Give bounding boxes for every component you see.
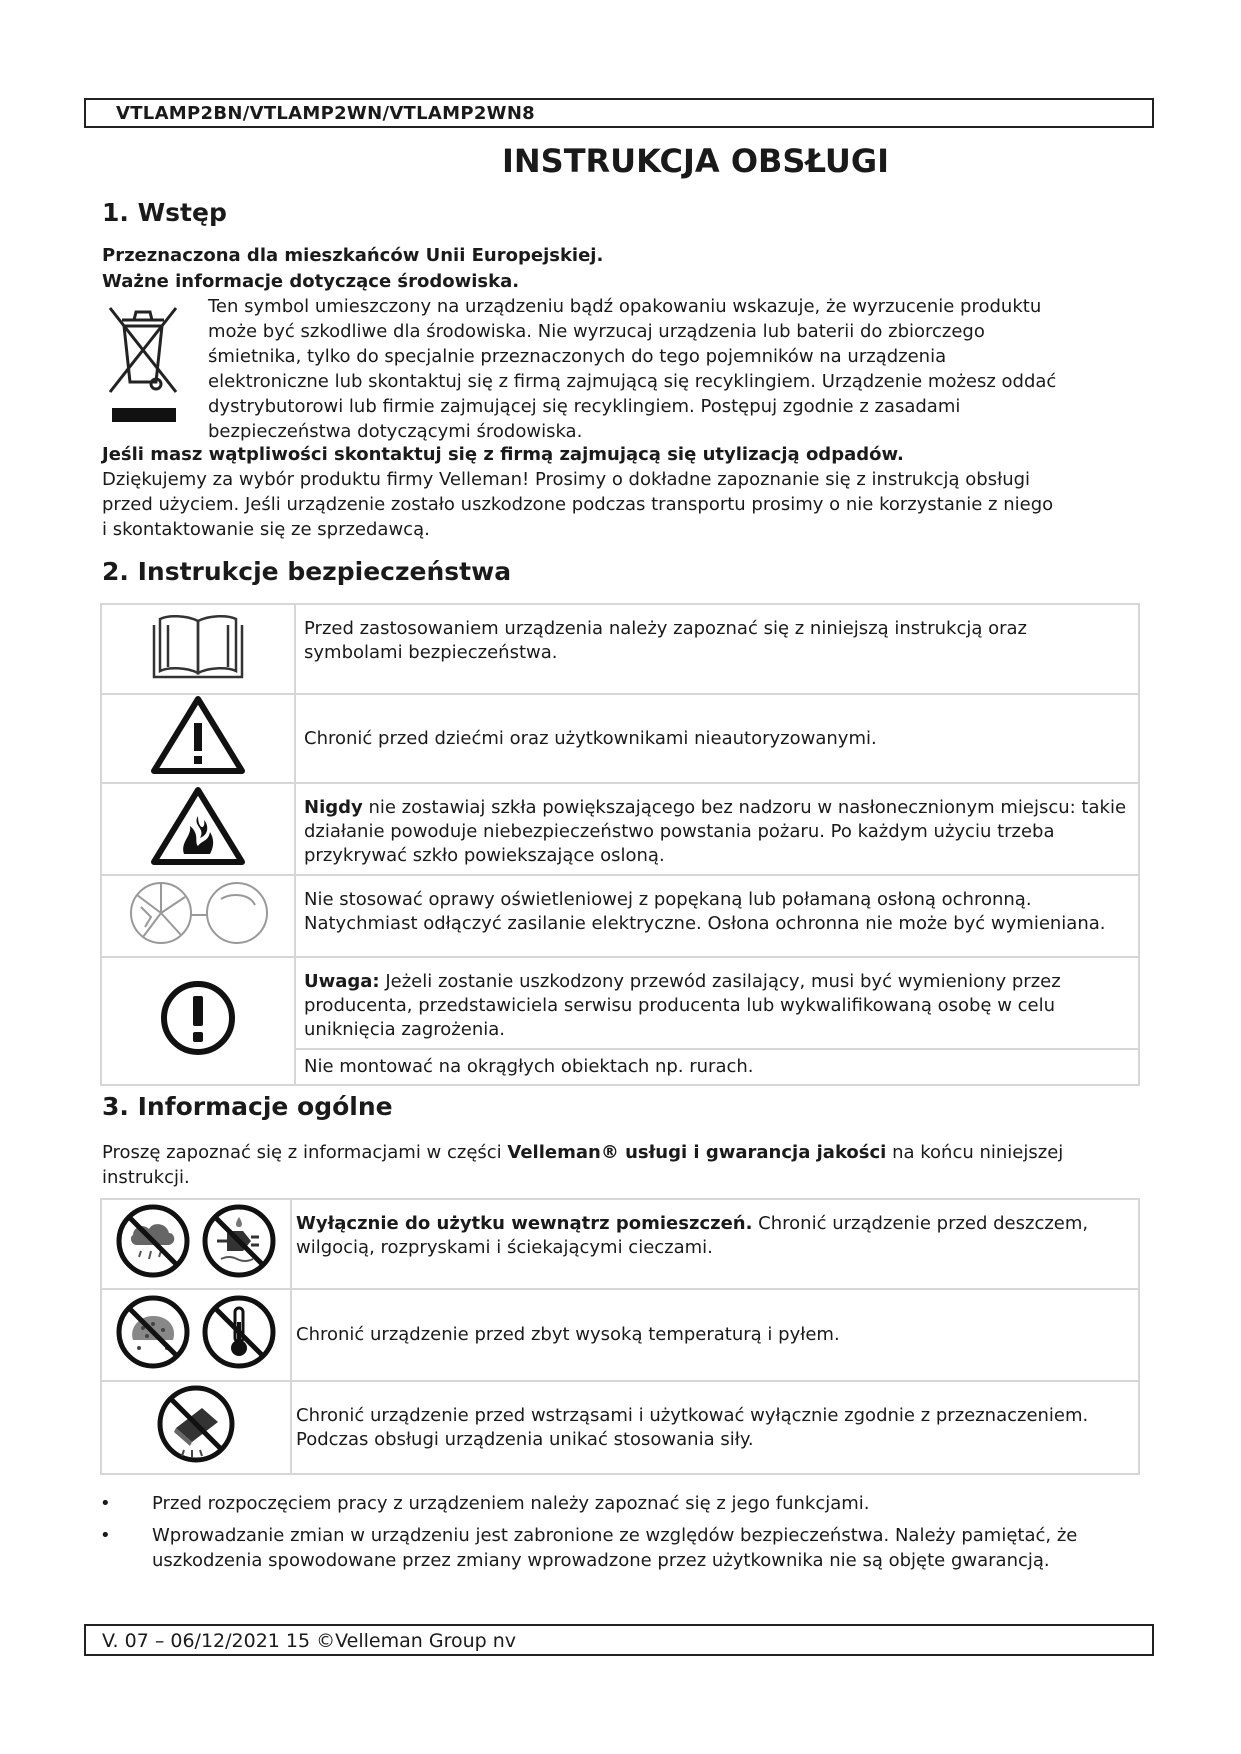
section-2-heading: 2. Instrukcje bezpieczeństwa [102, 557, 512, 586]
general-icon-cell [101, 1381, 291, 1474]
safety-row [101, 875, 1139, 957]
section-1-heading: 1. Wstęp [102, 198, 227, 227]
safety-table [100, 603, 1140, 1086]
general-text: Chronić urządzenie przed zbyt wysoką temperaturą i pyłem. [296, 1324, 840, 1345]
safety-bold: Nigdy [304, 797, 363, 818]
safety-text-cell [295, 957, 1139, 1049]
no-dust-icon [113, 1292, 193, 1372]
intro-text: Proszę zapoznać się z informacjami w części [102, 1142, 508, 1163]
warning-triangle-icon [150, 695, 246, 775]
env-text-line: Ten symbol umieszczony na urządzeniu bądź opakowaniu wskazuje, że wyrzucenie produktu [208, 296, 1042, 317]
page-footer [84, 1624, 1154, 1656]
safety-icon-cell [101, 783, 295, 875]
safety-bold: Uwaga: [304, 971, 380, 992]
bullet-symbol: • [100, 1525, 111, 1546]
safety-text: Chronić przed dziećmi oraz użytkownikami nieautoryzowanymi. [304, 727, 877, 749]
general-bold: Wyłącznie do użytku wewnątrz pomieszczeń. [296, 1213, 753, 1234]
general-icon-cell [101, 1199, 291, 1289]
general-row [101, 1199, 1139, 1289]
bullet-item: Przed rozpoczęciem pracy z urządzeniem należy zapoznać się z jego funkcjami. [152, 1493, 870, 1514]
safety-text: nie zostawiaj szkła powiększającego bez nadzoru w nasłonecznionym miejscu: takie działanie powoduje niebezpieczeństwo powstania pożaru. Po każdym użyciu trzeba przykrywać szkło powiekszające osloną. [304, 797, 1127, 866]
env-text-line: elektroniczne lub skontaktuj się z firmą zajmującą się recyklingiem. Urządzenie możesz oddać [208, 371, 1057, 392]
no-heat-icon [199, 1292, 279, 1372]
fire-hazard-icon [150, 786, 246, 866]
doubt-line: Jeśli masz wątpliwości skontaktuj się z firmą zajmującą się utylizacją odpadów. [102, 444, 904, 465]
footer-text: V. 07 – 06/12/2021 15 ©Velleman Group nv [102, 1630, 517, 1652]
bullet-item: Wprowadzanie zmian w urządzeniu jest zabronione ze względów bezpieczeństwa. Należy pamiętać, że uszkodzenia spowodowane przez zmiany wprowadzone przez użytkownika nie są objęte gwarancją. [152, 1525, 1078, 1571]
general-table [100, 1198, 1140, 1475]
safety-text: Nie stosować oprawy oświetleniowej z popękaną lub połamaną osłoną ochronną. Natychmiast odłączyć zasilanie elektryczne. Osłona ochronna nie może być wymieniana. [304, 889, 1106, 934]
page-title: INSTRUKCJA OBSŁUGI [501, 142, 890, 180]
general-row [101, 1381, 1139, 1474]
env-text-line: może być szkodliwe dla środowiska. Nie wyrzucaj urządzenia lub baterii do zbiorczego [208, 321, 985, 342]
safety-text: Jeżeli zostanie uszkodzony przewód zasilający, musi być wymieniony przez producenta, przedstawiciela serwisu producenta lub wykwalifikowaną osobę w celu uniknięcia zagrożenia. [304, 971, 1061, 1040]
env-text-line: dystrybutorowi lub firmie zajmującej się recyklingiem. Postępuj zgodnie z zasadami [208, 396, 961, 417]
manual-book-icon [150, 611, 246, 681]
intro-text: na końcu niniejszej instrukcji. [102, 1142, 1064, 1188]
safety-row [101, 957, 1139, 1049]
eu-line: Przeznaczona dla mieszkańców Unii Europejskiej. [102, 245, 604, 266]
general-text: Chronić urządzenie przed wstrząsami i użytkować wyłącznie zgodnie z przeznaczeniem. Podczas obsługi urządzenia unikać stosowania siły. [296, 1404, 1089, 1450]
safety-text-cell [295, 783, 1139, 875]
general-text-cell [291, 1381, 1139, 1474]
safety-row [101, 783, 1139, 875]
broken-cover-icon [123, 877, 273, 949]
section-3-heading: 3. Informacje ogólne [102, 1092, 393, 1121]
safety-text: Nie montować na okrągłych obiektach np. rurach. [304, 1056, 754, 1077]
general-text: Chronić urządzenie przed deszczem, wilgocią, rozpryskami i ściekającymi cieczami. [296, 1213, 1089, 1258]
model-numbers: VTLAMP2BN/VTLAMP2WN/VTLAMP2WN8 [116, 103, 536, 124]
weee-bin-icon [104, 300, 182, 428]
general-row [101, 1289, 1139, 1381]
safety-text: Przed zastosowaniem urządzenia należy zapoznać się z niniejszą instrukcją oraz symbolami bezpieczeństwa. [304, 618, 1028, 663]
no-shock-icon [154, 1382, 238, 1466]
safety-text-cell [295, 694, 1139, 783]
no-water-plug-icon [199, 1201, 279, 1281]
thanks-text [102, 467, 1053, 542]
intro-bold: Velleman® usługi i gwarancja jakości [507, 1142, 887, 1163]
bullet-symbol: • [100, 1493, 111, 1514]
safety-icon-cell [101, 694, 295, 783]
safety-text-cell [295, 875, 1139, 957]
general-text-cell [291, 1289, 1139, 1381]
safety-row [101, 694, 1139, 783]
no-rain-icon [113, 1201, 193, 1281]
thanks-line: przed użyciem. Jeśli urządzenie zostało uszkodzone podczas transportu prosimy o nie korzystanie z niego [102, 494, 1054, 515]
thanks-line: Dziękujemy za wybór produktu firmy Velleman! Prosimy o dokładne zapoznanie się z instrukcją obsługi [102, 469, 1031, 490]
attention-circle-icon [158, 978, 238, 1058]
page-header [84, 98, 1154, 128]
thanks-line: i skontaktowanie się ze sprzedawcą. [102, 519, 430, 540]
safety-icon-cell [101, 604, 295, 694]
env-line: Ważne informacje dotyczące środowiska. [102, 271, 520, 292]
env-text [208, 294, 1056, 444]
safety-text-cell [295, 604, 1139, 694]
general-text-cell [291, 1199, 1139, 1289]
general-icon-cell [101, 1289, 291, 1381]
general-intro [102, 1140, 1142, 1190]
safety-row [101, 604, 1139, 694]
env-text-line: śmietnika, tylko do specjalnie przeznaczonych do tego pojemników na urządzenia [208, 346, 947, 367]
safety-icon-cell [101, 875, 295, 957]
env-text-line: bezpieczeństwa dotyczącymi środowiska. [208, 421, 583, 442]
safety-icon-cell [101, 957, 295, 1085]
safety-text-cell [295, 1049, 1139, 1085]
